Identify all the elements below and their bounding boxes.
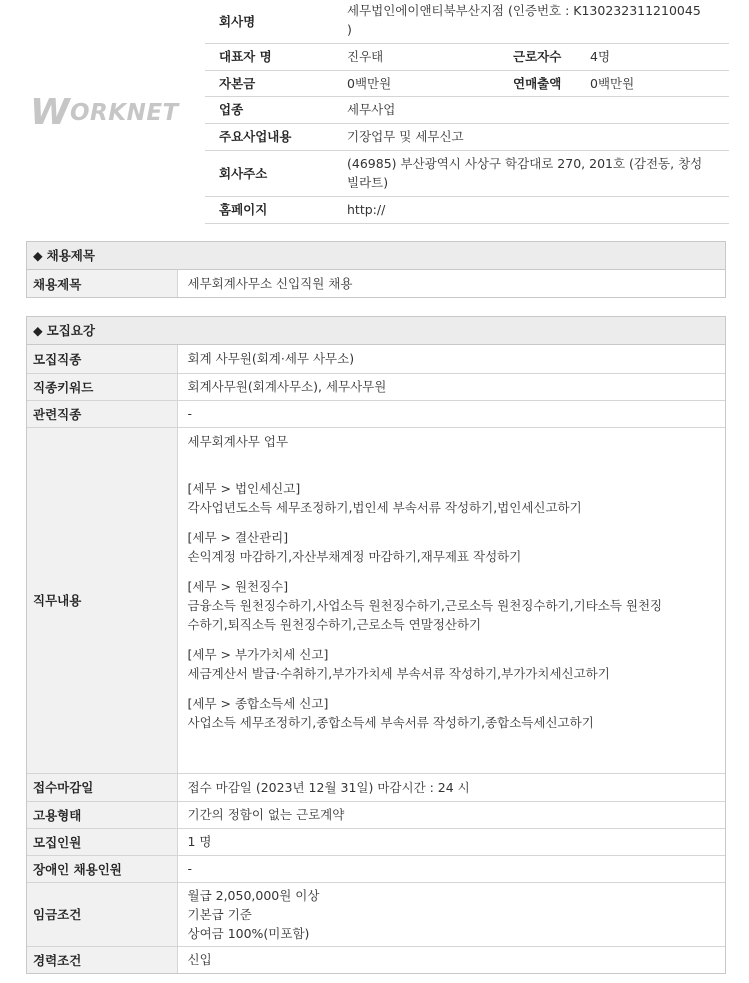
company-row-address <box>205 150 729 196</box>
duty-block-text: 금융소득 원천징수하기,사업소득 원천징수하기,근로소득 원천징수하기,기타소득 원천징 수하기,퇴직소득 원천징수하기,근로소득 연말정산하기 <box>187 597 663 632</box>
company-row-industry <box>205 96 729 123</box>
duty-block-text: 세금계산서 발급·수취하기,부가가치세 부속서류 작성하기,부가가치세신고하기 <box>187 665 610 681</box>
salary-row <box>27 882 725 946</box>
duty-block-text: 손익계정 마감하기,자산부채계정 마감하기,재무제표 작성하기 <box>187 548 522 564</box>
experience-row <box>27 946 725 973</box>
company-row-name <box>205 0 729 43</box>
keywords-label: 직종키워드 <box>27 373 177 400</box>
duty-block-title: [세무 > 원천징수] <box>187 578 289 594</box>
duties-intro: 세무회계사무 업무 <box>187 433 289 449</box>
company-row-business <box>205 123 729 150</box>
salary-line: 월급 2,050,000원 이상 <box>187 887 320 903</box>
revenue-value: 0백만원 <box>576 70 729 96</box>
keywords-value: 회계사무원(회계사무소), 세무사무원 <box>177 373 725 400</box>
disabled-headcount-value: - <box>177 855 725 882</box>
company-row-capital <box>205 70 729 96</box>
business-label: 주요사업내용 <box>205 123 333 150</box>
salary-line: 상여금 100%(미포함) <box>187 925 310 941</box>
industry-value: 세무사업 <box>333 96 729 123</box>
related-row <box>27 400 725 427</box>
related-value: - <box>177 400 725 427</box>
related-label: 관련직종 <box>27 400 177 427</box>
disabled-headcount-label: 장애인 채용인원 <box>27 855 177 882</box>
homepage-link[interactable]: http:// <box>333 196 729 223</box>
employment-type-value: 기간의 정함이 없는 근로계약 <box>177 801 725 828</box>
occupation-label: 모집직종 <box>27 345 177 373</box>
job-title-row <box>27 270 725 297</box>
duties-value <box>177 427 725 773</box>
job-title-value: 세무회계사무소 신입직원 채용 <box>187 276 353 291</box>
experience-value: 신입 <box>187 952 212 968</box>
company-row-ceo <box>205 43 729 70</box>
salary-value <box>177 882 725 946</box>
homepage-label: 홈페이지 <box>205 196 333 223</box>
revenue-label: 연매출액 <box>499 70 576 96</box>
company-name-label: 회사명 <box>205 0 333 43</box>
address-label: 회사주소 <box>205 150 333 196</box>
company-name-value: 세무법인에이앤티북부산지점 (인증번호 : K130232311210045 ) <box>333 0 729 43</box>
job-title-label: 채용제목 <box>27 270 177 297</box>
job-title-section <box>26 241 726 298</box>
duties-label: 직무내용 <box>27 427 177 773</box>
address-value: (46985) 부산광역시 사상구 학감대로 270, 201호 (감전동, 창성 빌라트) <box>333 150 729 196</box>
company-info-table <box>205 0 729 224</box>
capital-value: 0백만원 <box>333 70 499 96</box>
recruitment-section-header <box>27 317 725 345</box>
diamond-bullet-icon: ◆ <box>33 323 43 338</box>
industry-label: 업종 <box>205 96 333 123</box>
keywords-row <box>27 373 725 400</box>
company-row-homepage <box>205 196 729 223</box>
duties-row <box>27 427 725 773</box>
ceo-value: 진우태 <box>333 43 499 70</box>
employment-type-row <box>27 801 725 828</box>
employee-count-value: 4명 <box>576 43 729 70</box>
duty-block-title: [세무 > 결산관리] <box>187 529 289 545</box>
diamond-bullet-icon: ◆ <box>33 248 43 263</box>
worknet-logo <box>30 93 182 133</box>
recruitment-section <box>26 316 726 974</box>
capital-label: 자본금 <box>205 70 333 96</box>
experience-label: 경력조건 <box>27 946 177 973</box>
job-title-section-heading: 채용제목 <box>46 248 95 263</box>
ceo-label: 대표자 명 <box>205 43 333 70</box>
recruitment-table <box>27 345 725 973</box>
job-title-section-header <box>27 242 725 270</box>
business-value: 기장업무 및 세무신고 <box>333 123 729 150</box>
deadline-row <box>27 773 725 801</box>
logo-text: ORKNET <box>70 100 179 126</box>
duty-block-text: 각사업년도소득 세무조정하기,법인세 부속서류 작성하기,법인세신고하기 <box>187 499 582 515</box>
disabled-headcount-row <box>27 855 725 882</box>
deadline-value: 접수 마감일 (2023년 12월 31일) 마감시간 : 24 시 <box>177 773 725 801</box>
occupation-value: 회계 사무원(회계·세무 사무소) <box>177 345 725 373</box>
deadline-label: 접수마감일 <box>27 773 177 801</box>
headcount-value: 1 명 <box>177 828 725 855</box>
duty-block-title: [세무 > 종합소득세 신고] <box>187 695 329 711</box>
duty-block-text: 사업소득 세무조정하기,종합소득세 부속서류 작성하기,종합소득세신고하기 <box>187 714 594 730</box>
recruitment-section-heading: 모집요강 <box>46 323 95 338</box>
headcount-label: 모집인원 <box>27 828 177 855</box>
salary-line: 기본급 기준 <box>187 906 252 922</box>
employment-type-label: 고용형태 <box>27 801 177 828</box>
employee-count-label: 근로자수 <box>499 43 576 70</box>
occupation-row <box>27 345 725 373</box>
logo-mark: W <box>30 92 70 133</box>
job-title-table <box>27 270 725 297</box>
duty-block-title: [세무 > 법인세신고] <box>187 480 301 496</box>
headcount-row <box>27 828 725 855</box>
salary-label: 임금조건 <box>27 882 177 946</box>
duty-block-title: [세무 > 부가가치세 신고] <box>187 646 329 662</box>
